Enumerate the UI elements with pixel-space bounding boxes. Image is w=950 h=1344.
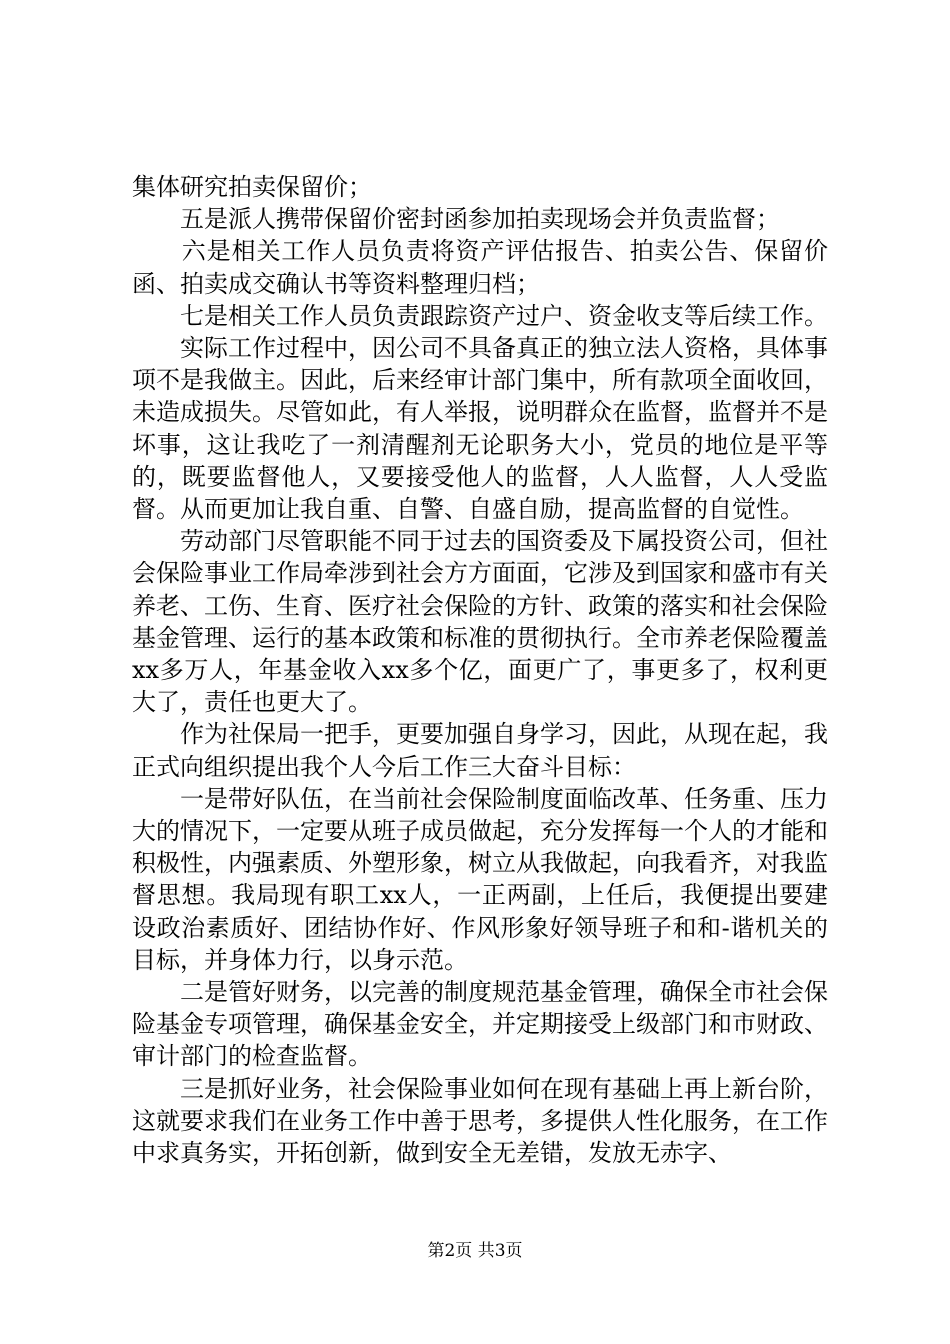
paragraph: 一是带好队伍，在当前社会保险制度面临改革、任务重、压力大的情况下，一定要从班子成员做起，充分发挥每一个人的才能和积极性，内强素质、外塑形象，树立从我做起，向我看齐，对我监督思想。我局现有职工xx人，一正两副，上任后，我便提出要建设政治素质好、团结协作好、作风形象好领导班子和和-谐机关的目标，并身体力行，以身示范。 xyxy=(132,784,828,974)
paragraph: 七是相关工作人员负责跟踪资产过户、资金收支等后续工作。 xyxy=(132,301,828,330)
document-body xyxy=(132,171,828,1169)
paragraph: 三是抓好业务，社会保险事业如何在现有基础上再上新台阶，这就要求我们在业务工作中善于思考，多提供人性化服务，在工作中求真务实，开拓创新，做到安全无差错，发放无赤字、 xyxy=(132,1074,828,1168)
page-footer xyxy=(0,1241,950,1261)
paragraph: 作为社保局一把手，更要加强自身学习，因此，从现在起，我正式向组织提出我个人今后工作三大奋斗目标： xyxy=(132,720,828,781)
paragraph: 五是派人携带保留价密封函参加拍卖现场会并负责监督； xyxy=(132,205,780,234)
paragraph: 二是管好财务，以完善的制度规范基金管理，确保全市社会保险基金专项管理，确保基金安全，并定期接受上级部门和市财政、审计部门的检查监督。 xyxy=(132,978,828,1071)
paragraph: 六是相关工作人员负责将资产评估报告、拍卖公告、保留价函、拍卖成交确认书等资料整理归档； xyxy=(132,237,828,298)
paragraph: 实际工作过程中，因公司不具备真正的独立法人资格，具体事项不是我做主。因此，后来经审计部门集中，所有款项全面收回，未造成损失。尽管如此，有人举报，说明群众在监督，监督并不是坏事，这让我吃了一剂清醒剂无论职务大小，党员的地位是平等的，既要监督他人，又要接受他人的监督，人人监督，人人受监督。从而更加让我自重、自警、自盛自励，提高监督的自觉性。 xyxy=(132,334,828,524)
paragraph: 劳动部门尽管职能不同于过去的国资委及下属投资公司，但社会保险事业工作局牵涉到社会方方面面，它涉及到国家和盛市有关养老、工伤、生育、医疗社会保险的方针、政策的落实和社会保险基金管理、运行的基本政策和标准的贯彻执行。全市养老保险覆盖xx多万人，年基金收入xx多个亿，面更广了，事更多了，权利更大了，责任也更大了。 xyxy=(132,527,828,717)
paragraph: 集体研究拍卖保留价； xyxy=(132,173,372,201)
page-number: 第2页 共3页 xyxy=(427,1241,523,1261)
